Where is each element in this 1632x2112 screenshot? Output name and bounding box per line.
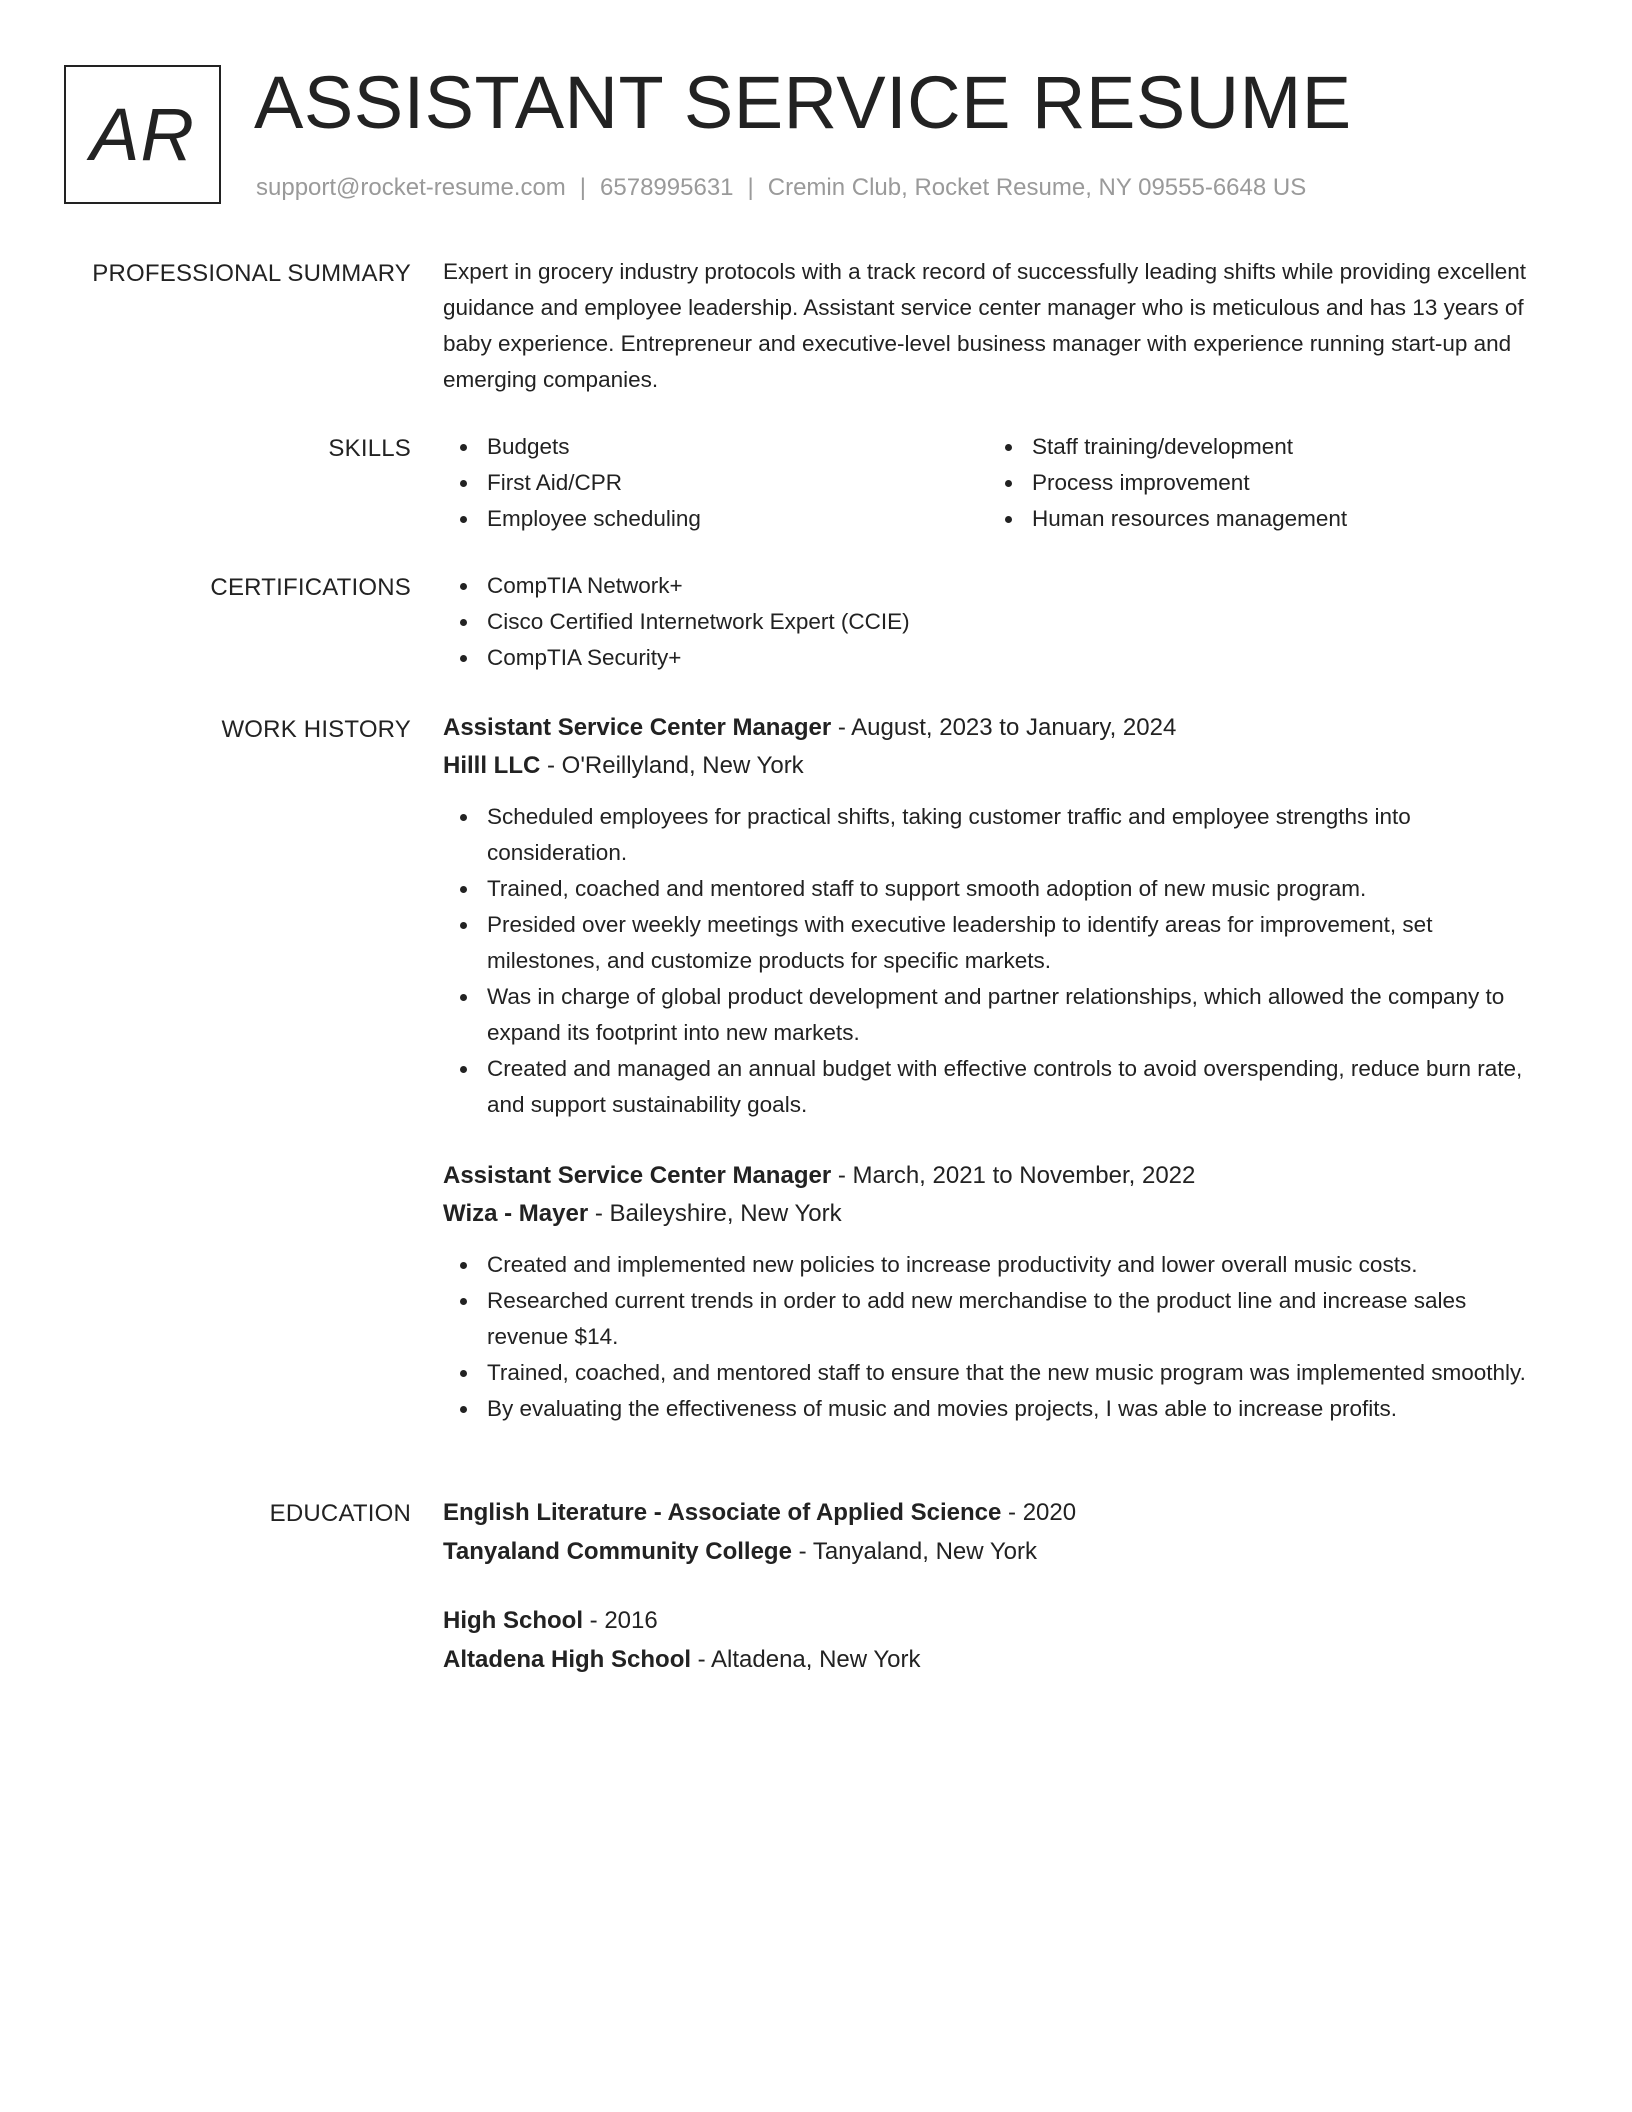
job-entry [443,1157,1543,1427]
education-school-line [443,1640,1543,1679]
contact-separator: | [747,174,754,201]
skills-list-left [443,429,988,537]
skills-list-right [988,429,1533,537]
education-school: Altadena High School [443,1646,692,1673]
job-bullet: Researched current trends in order to add new merchandise to the product line and increase sales revenue $14. [443,1283,1543,1355]
section-label-skills: SKILLS [328,435,411,462]
job-title-line [443,1157,1543,1195]
skill-item: Employee scheduling [443,501,988,537]
certification-item: CompTIA Network+ [443,568,1543,604]
job-location: - Baileyshire, New York [588,1200,842,1227]
certifications-body [443,568,1543,676]
job-dates: - March, 2021 to November, 2022 [831,1162,1196,1189]
monogram-box [64,65,221,204]
job-title: Assistant Service Center Manager [443,1162,832,1189]
job-bullet: By evaluating the effectiveness of music and movies projects, I was able to increase profits. [443,1391,1543,1427]
job-entry [443,709,1543,1123]
section-label-summary: PROFESSIONAL SUMMARY [92,260,411,287]
contact-phone[interactable]: 6578995631 [600,174,734,201]
job-bullet: Scheduled employees for practical shifts, taking customer traffic and employee strengths into consideration. [443,799,1543,871]
education-entry [443,1601,1543,1679]
resume-title: ASSISTANT SERVICE RESUME [254,61,1352,144]
job-bullets [443,1247,1543,1427]
job-bullet: Created and managed an annual budget with effective controls to avoid overspending, reduce burn rate, and support sustainability goals. [443,1051,1543,1123]
skill-item: Human resources management [988,501,1533,537]
education-school-line [443,1532,1543,1571]
job-title: Assistant Service Center Manager [443,714,832,741]
contact-separator: | [579,174,587,201]
skills-columns [443,429,1543,537]
resume-header [64,61,1564,215]
education-entry [443,1493,1543,1571]
job-bullet: Trained, coached and mentored staff to support smooth adoption of new music program. [443,871,1543,907]
contact-address: Cremin Club, Rocket Resume, NY 09555-6648 US [767,174,1307,201]
education-degree-line [443,1493,1543,1532]
education-location: - Tanyaland, New York [791,1538,1037,1565]
education-year: - 2016 [583,1607,658,1634]
skill-item: Staff training/development [988,429,1533,465]
job-location: - O'Reillyland, New York [540,752,804,779]
certification-item: Cisco Certified Internetwork Expert (CCIE) [443,604,1543,640]
education-location: - Altadena, New York [691,1646,921,1673]
certification-item: CompTIA Security+ [443,640,1543,676]
job-company: Wiza - Mayer [443,1200,589,1227]
skill-item: Budgets [443,429,988,465]
education-degree: English Literature - Associate of Applied Science [443,1499,1002,1526]
education-school: Tanyaland Community College [443,1538,792,1565]
contact-line [256,174,1306,203]
job-bullet: Was in charge of global product development and partner relationships, which allowed the company to expand its footprint into new markets. [443,979,1543,1051]
education-degree-line [443,1601,1543,1640]
job-bullet: Trained, coached, and mentored staff to ensure that the new music program was implemented smoothly. [443,1355,1543,1391]
job-title-line [443,709,1543,747]
education-year: - 2020 [1001,1499,1077,1526]
certifications-list [443,568,1543,676]
contact-email[interactable]: support@rocket-resume.com [256,174,566,201]
job-company: Hilll LLC [443,752,541,779]
summary-body [443,260,1543,398]
skill-item: First Aid/CPR [443,465,988,501]
job-bullet: Created and implemented new policies to increase productivity and lower overall music costs. [443,1247,1543,1283]
skill-item: Process improvement [988,465,1533,501]
section-label-work-history: WORK HISTORY [221,716,411,743]
education-degree: High School [443,1607,583,1634]
skills-body [443,429,1543,537]
section-label-education: EDUCATION [269,1500,411,1527]
job-company-line [443,747,1543,785]
job-bullet: Presided over weekly meetings with executive leadership to identify areas for improvement, set milestones, and customize products for specific markets. [443,907,1543,979]
job-bullets [443,799,1543,1123]
job-company-line [443,1195,1543,1233]
monogram-initials: AR [90,92,195,176]
job-dates: - August, 2023 to January, 2024 [831,714,1177,741]
section-label-certifications: CERTIFICATIONS [210,574,411,601]
summary-text: Expert in grocery industry protocols with a track record of successfully leading shifts while providing excellent guidance and employee leadership. Assistant service center manager who is meticulous and has 13 years of baby experience. Entrepreneur and executive-level business manager with experience running start-up and emerging companies. [443,259,1526,392]
